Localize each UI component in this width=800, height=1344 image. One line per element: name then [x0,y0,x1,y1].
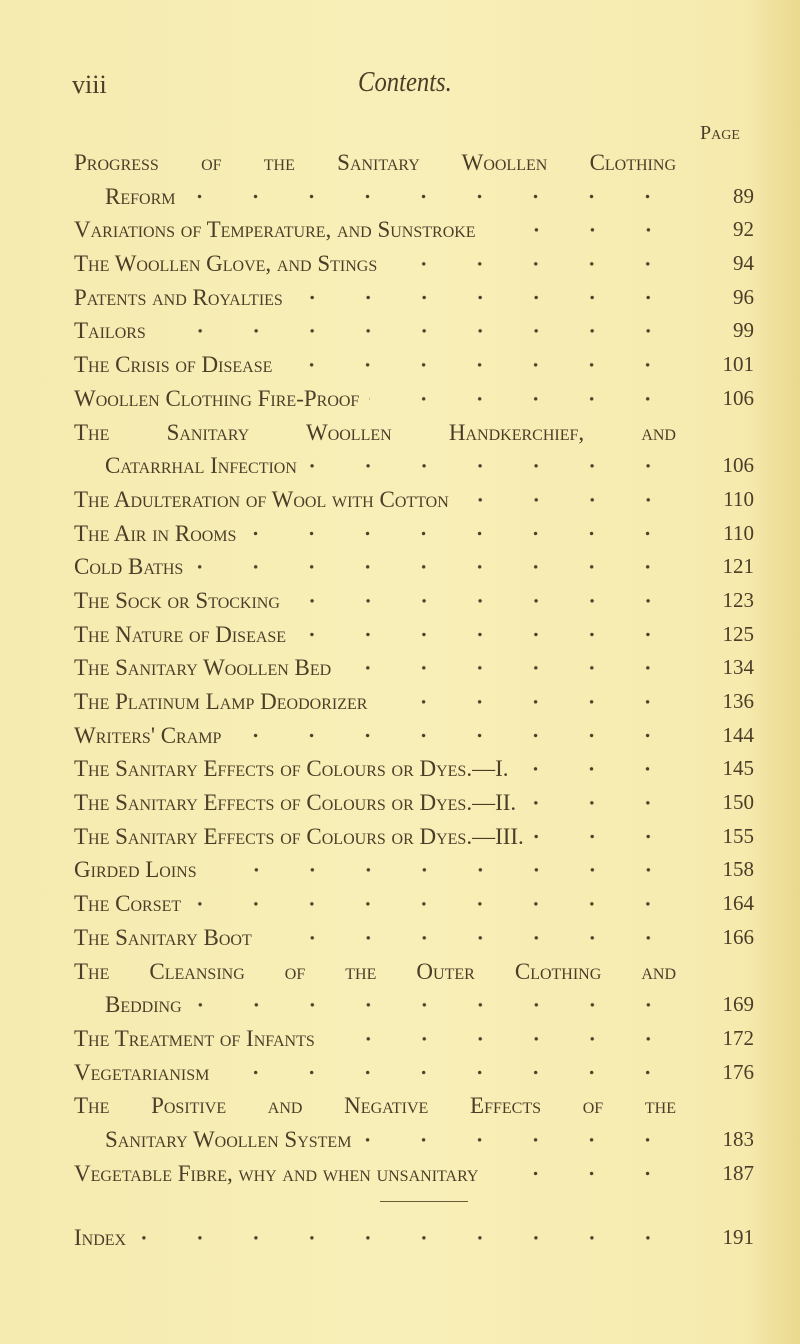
dot-leader [156,314,676,348]
toc-entry[interactable] [74,887,754,921]
dot-leader [207,853,676,887]
dot-leader [488,1157,676,1191]
entry-title: The Positive and Negative Effects of the [74,1093,676,1119]
entry-title: Tailors [74,318,146,344]
entry-title: Writers' Cramp [74,722,222,748]
page-column-label: Page [700,122,740,144]
entry-page-number: 89 [733,183,754,208]
entry-page-number: 136 [722,689,754,713]
dot-leader [387,247,676,281]
entry-title: Woollen Clothing Fire-Proof [74,385,360,411]
toc-entry[interactable] [74,247,754,281]
entry-page-number: 92 [733,217,754,242]
toc-entry[interactable] [74,1056,754,1090]
toc-entry[interactable] [74,685,754,719]
toc-entry[interactable] [74,719,754,753]
entry-title: Reform [105,183,176,209]
entry-page-number: 125 [722,621,754,646]
running-title: Contents. [358,66,452,98]
toc-entry[interactable] [74,752,754,786]
entry-title: The Sanitary Boot [74,924,252,950]
entry-page-number: 145 [722,756,754,781]
entry-page-number: 106 [722,453,754,478]
entry-page-number: 101 [722,352,754,377]
table-of-contents [74,146,754,1190]
toc-entry[interactable] [74,146,754,213]
toc-entry[interactable] [74,314,754,348]
entry-title: Vegetable Fibre, why and when unsanitary [74,1160,479,1186]
entry-page-number: 183 [722,1126,754,1151]
dot-leader [185,180,676,214]
entry-page-number: 144 [722,722,754,747]
entry-title: The Nature of Disease [74,621,287,647]
entry-title: Patents and Royalties [74,284,283,310]
entry-page-number: 191 [722,1225,754,1249]
toc-entry[interactable] [74,584,754,618]
dot-leader [193,550,676,584]
entry-page-number: 94 [733,251,754,276]
dot-leader [246,517,676,551]
entry-page-number: 96 [733,284,754,309]
entry-page-number: 155 [722,823,754,848]
entry-title: The Crisis of Disease [74,352,273,378]
dot-leader [459,483,676,517]
entry-title: The Sock or Stocking [74,587,280,613]
toc-entry[interactable] [74,921,754,955]
entry-title: The Woollen Glove, and Stings [74,251,378,277]
toc-entry[interactable] [74,955,754,1022]
dot-leader [231,719,676,753]
entry-title: The Sanitary Woollen Bed [74,655,332,681]
toc-entry[interactable] [74,483,754,517]
entry-page-number: 110 [723,520,754,545]
dot-leader [377,685,676,719]
toc-entry[interactable] [74,382,754,416]
entry-page-number: 187 [722,1160,754,1185]
entry-page-number: 123 [722,587,754,612]
dot-leader [307,449,676,483]
dot-leader [526,786,676,820]
entry-page-number: 172 [722,1025,754,1050]
entry-title: The Air in Rooms [74,520,237,546]
entry-title: Catarrhal Infection [105,453,297,479]
entry-page-number: 99 [733,318,754,343]
entry-title: The Cleansing of the Outer Clothing and [74,958,676,984]
entry-title: Variations of Temperature, and Sunstroke [74,217,476,243]
toc-entry[interactable] [74,281,754,315]
entry-page-number: 166 [722,924,754,949]
dot-leader [369,382,676,416]
entry-title: The Platinum Lamp Deodorizer [74,689,368,714]
entry-title: The Sanitary Effects of Colours or Dyes.—III. [74,823,524,849]
entry-title: Sanitary Woollen System [105,1126,352,1152]
dot-leader [290,584,676,618]
entry-title: The Corset [74,891,182,917]
dot-leader [136,1221,676,1255]
entry-page-number: 106 [722,385,754,410]
dot-leader [518,752,676,786]
dot-leader [192,988,676,1022]
toc-entry[interactable] [74,853,754,887]
entry-title: Bedding [105,992,182,1018]
dot-leader [296,618,676,652]
entry-page-number: 150 [722,790,754,815]
entry-title: Progress of the Sanitary Woollen Clothing [74,150,676,175]
toc-entry[interactable] [74,213,754,247]
divider-rule [380,1201,468,1202]
dot-leader [341,651,676,685]
entry-title: Index [74,1225,127,1250]
entry-title: The Sanitary Effects of Colours or Dyes.—I. [74,756,509,782]
entry-page-number: 164 [722,891,754,916]
entry-page-number: 110 [723,486,754,511]
toc-entry[interactable] [74,651,754,685]
entry-title: The Adulteration of Wool with Cotton [74,486,449,512]
toc-entry[interactable] [74,550,754,584]
entry-page-number: 121 [722,554,754,579]
toc-entry[interactable] [74,1089,754,1156]
dot-leader [262,921,676,955]
toc-entry[interactable] [74,416,754,483]
toc-entry-index[interactable] [74,1221,754,1255]
entry-page-number: 158 [722,857,754,882]
toc-entry[interactable] [74,820,754,854]
dot-leader [293,281,676,315]
dot-leader [534,820,676,854]
dot-leader [191,887,676,921]
entry-title: Cold Baths [74,554,184,580]
toc-entry[interactable] [74,1157,754,1191]
entry-page-number: 169 [722,992,754,1017]
entry-title: Girded Loins [74,857,197,883]
dot-leader [282,348,676,382]
dot-leader [486,213,676,247]
entry-title: The Sanitary Woollen Handkerchief, and [74,419,676,445]
toc-entry[interactable] [74,618,754,652]
toc-entry[interactable] [74,1022,754,1056]
toc-entry[interactable] [74,348,754,382]
entry-title: The Treatment of Infants [74,1025,315,1051]
toc-entry[interactable] [74,786,754,820]
dot-leader [219,1056,676,1090]
dot-leader [361,1123,676,1157]
dot-leader [325,1022,676,1056]
entry-page-number: 134 [722,655,754,680]
page-folio: viii [72,70,107,99]
toc-entry[interactable] [74,517,754,551]
entry-title: Vegetarianism [74,1059,210,1085]
entry-page-number: 176 [722,1059,754,1084]
entry-title: The Sanitary Effects of Colours or Dyes.—II. [74,790,517,816]
